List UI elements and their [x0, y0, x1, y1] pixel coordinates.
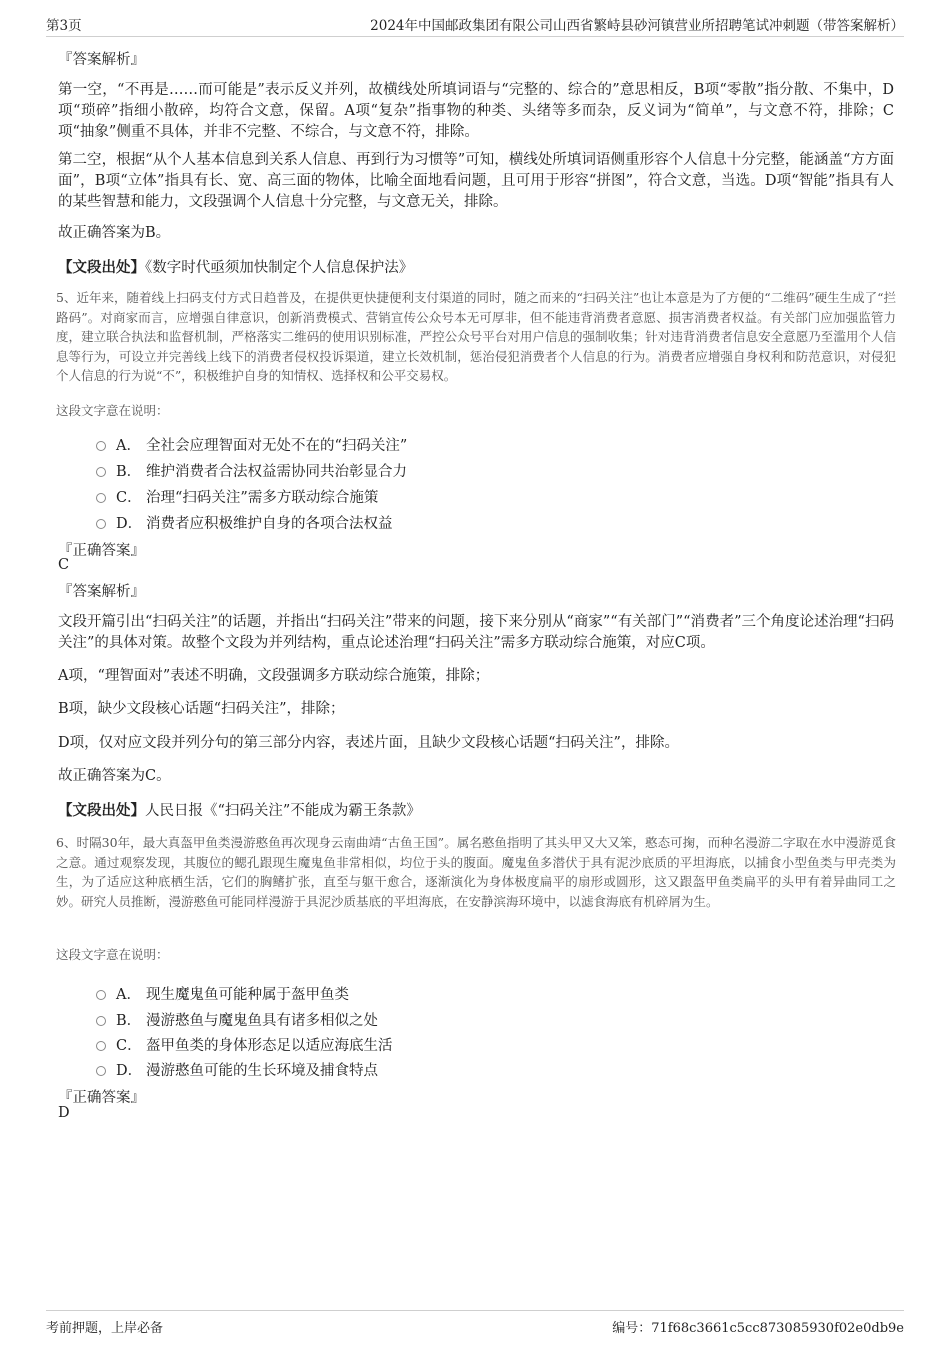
option-a[interactable] [96, 434, 407, 455]
correct-answer: C [58, 557, 70, 573]
source-label: 【文段出处】 [58, 259, 145, 276]
option-d[interactable] [96, 512, 393, 533]
radio-icon[interactable] [96, 441, 106, 451]
option-d[interactable] [96, 1059, 378, 1080]
option-letter: A． [116, 438, 141, 454]
footer-slogan: 考前押题，上岸必备 [46, 1320, 164, 1336]
analysis-paragraph: 文段开篇引出“扫码关注”的话题，并指出“扫码关注”带来的问题，接下来分别从“商家”“有关部门”“消费者”三个角度论述治理“扫码关注”的具体对策。故整个文段为并列结构，重点论述治理“扫码关注”需多方联动综合施策，对应C项。 [58, 614, 894, 651]
radio-icon[interactable] [96, 990, 106, 1000]
option-letter: B． [116, 464, 142, 480]
option-letter: B． [116, 1013, 142, 1029]
source-text: 《数字时代亟须加快制定个人信息保护法》 [145, 260, 414, 276]
option-text: 治理“扫码关注”需多方联动综合施策 [146, 490, 379, 506]
option-letter: C． [116, 490, 142, 506]
source-label: 【文段出处】 [58, 802, 145, 819]
analysis-label: 『答案解析』 [58, 584, 145, 600]
option-text: 全社会应理智面对无处不在的“扫码关注” [146, 438, 408, 454]
question-text: 5、近年来，随着线上扫码支付方式日趋普及，在提供更快捷便利支付渠道的同时，随之而来的“扫码关注”也让本意是为了方便的“二维码”硬生生成了“拦路码”。对商家而言，应增强自律意识，创新消费模式、营销宣传公众号本无可厚非，但不能违背消费者意愿、损害消费者权益。有关部门应加强监管力度，建立联合执法和监督机制，严格落实二维码的使用识别标准，严控公众号平台对用户信息的强制收集；针对违背消费者信息安全意愿乃至滥用个人信息等行为，可设立并完善线上线下的消费者侵权投诉渠道，建立长效机制，惩治侵犯消费者个人信息的行为。消费者应增强自身权利和防范意识，对侵犯个人信息的行为说“不”，积极维护自身的知情权、选择权和公平交易权。 [56, 290, 896, 384]
option-text: 漫游憨鱼与魔鬼鱼具有诸多相似之处 [146, 1013, 378, 1029]
option-c[interactable] [96, 486, 378, 507]
radio-icon[interactable] [96, 467, 106, 477]
option-letter: A． [116, 987, 141, 1003]
page-number: 第3页 [46, 18, 82, 34]
page-header [46, 14, 904, 37]
analysis-conclusion: 故正确答案为C。 [58, 768, 171, 784]
correct-answer: D [58, 1105, 70, 1121]
radio-icon[interactable] [96, 1066, 106, 1076]
question-stem: 这段文字意在说明： [56, 403, 169, 418]
option-text: 盔甲鱼类的身体形态足以适应海底生活 [146, 1038, 393, 1054]
option-a[interactable] [96, 983, 349, 1004]
analysis-paragraph: 第二空，根据“从个人基本信息到关系人信息、再到行为习惯等”可知，横线处所填词语侧重形容个人信息十分完整，能涵盖“方方面面”，B项“立体”指具有长、宽、高三面的物体，比喻全面地看问题，且可用于形容“拼图”，符合文意，当选。D项“智能”指具有人的某些智慧和能力，文段强调个人信息十分完整，与文意无关，排除。 [58, 152, 894, 210]
source-line [58, 799, 421, 820]
page-footer [46, 1310, 904, 1337]
analysis-paragraph: A项，“理智面对”表述不明确，文段强调多方联动综合施策，排除； [58, 668, 490, 684]
option-b[interactable] [96, 1009, 378, 1030]
analysis-paragraph: D项，仅对应文段并列分句的第三部分内容，表述片面，且缺少文段核心话题“扫码关注”，排除。 [58, 735, 679, 751]
document-title: 2024年中国邮政集团有限公司山西省繁峙县砂河镇营业所招聘笔试冲刺题（带答案解析） [370, 18, 904, 34]
analysis-paragraph: 第一空，“不再是……而可能是”表示反义并列，故横线处所填词语与“完整的、综合的”意思相反，B项“零散”指分散、不集中，D项“琐碎”指细小散碎，均符合文意，保留。A项“复杂”指事物的种类、头绪等多而杂，反义词为“简单”，与文意不符，排除；C项“抽象”侧重不具体，并非不完整、不综合，与文意不符，排除。 [58, 82, 894, 140]
source-line [58, 256, 413, 277]
analysis-paragraph: B项，缺少文段核心话题“扫码关注”，排除； [58, 701, 345, 717]
option-letter: D． [116, 1063, 143, 1079]
analysis-conclusion: 故正确答案为B。 [58, 225, 171, 241]
source-text: 人民日报《“扫码关注”不能成为霸王条款》 [145, 803, 421, 819]
option-letter: C． [116, 1038, 142, 1054]
question-stem: 这段文字意在说明： [56, 947, 169, 962]
option-c[interactable] [96, 1034, 393, 1055]
option-letter: D． [116, 516, 143, 532]
option-text: 维护消费者合法权益需协同共治彰显合力 [146, 464, 407, 480]
analysis-label: 『答案解析』 [58, 52, 145, 68]
radio-icon[interactable] [96, 1016, 106, 1026]
correct-answer-label: 『正确答案』 [58, 1090, 145, 1106]
option-b[interactable] [96, 460, 407, 481]
option-text: 消费者应积极维护自身的各项合法权益 [146, 516, 393, 532]
option-text: 现生魔鬼鱼可能种属于盔甲鱼类 [146, 987, 349, 1003]
radio-icon[interactable] [96, 519, 106, 529]
document-id: 编号：71f68c3661c5cc873085930f02e0db9e [612, 1320, 904, 1336]
radio-icon[interactable] [96, 1041, 106, 1051]
option-text: 漫游憨鱼可能的生长环境及捕食特点 [146, 1063, 378, 1079]
correct-answer-label: 『正确答案』 [58, 543, 145, 559]
question-text: 6、时隔30年，最大真盔甲鱼类漫游憨鱼再次现身云南曲靖“古鱼王国”。属名憨鱼指明了其头甲又大又笨，憨态可掬，而种名漫游二字取在水中漫游觅食之意。通过观察发现，其腹位的鳃孔跟现生魔鬼鱼非常相似，均位于头的腹面。魔鬼鱼多潜伏于具有泥沙底质的平坦海底，以捕食小型鱼类与甲壳类为生，为了适应这种底栖生活，它们的胸鳍扩张，直至与躯干愈合，逐渐演化为身体极度扁平的扇形或圆形，这又跟盔甲鱼类扁平的头甲有着异曲同工之妙。研究人员推断，漫游憨鱼可能同样漫游于具泥沙质基底的平坦海底，在安静滨海环境中，以滤食海底有机碎屑为生。 [56, 835, 896, 909]
radio-icon[interactable] [96, 493, 106, 503]
